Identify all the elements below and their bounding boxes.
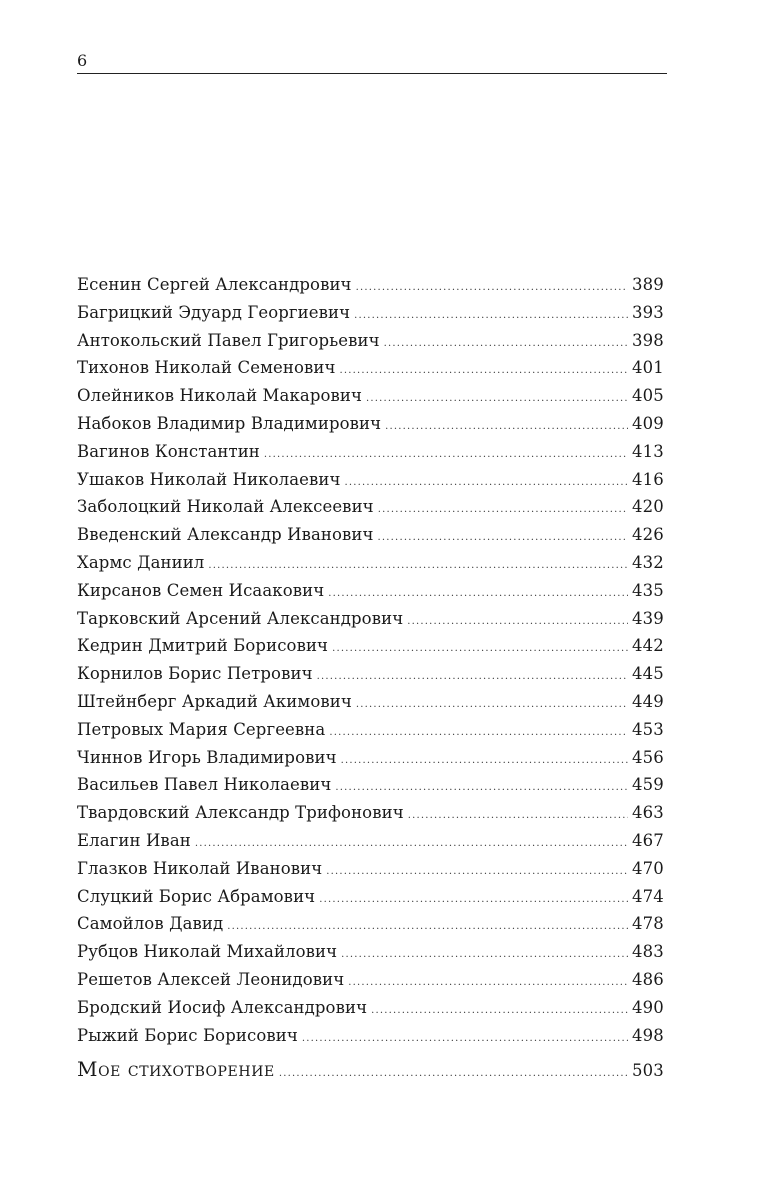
dot-leader [340,365,628,376]
toc-entry-name: Петровых Мария Сергеевна [77,719,326,739]
dot-leader [356,282,628,293]
dot-leader [366,393,628,404]
toc-entry-name: Слуцкий Борис Абрамович [77,886,316,906]
toc-entry-page: 453 [632,719,664,739]
dot-leader [195,838,628,849]
toc-entry[interactable] [77,358,662,386]
header-rule [77,73,667,74]
toc-entry-name: Кедрин Дмитрий Борисович [77,636,329,656]
toc-entry-page: 483 [632,942,664,962]
toc-entry-page: 420 [632,497,664,517]
toc-entry-name: Тихонов Николай Семенович [77,358,336,378]
toc-entry-name: Набоков Владимир Владимирович [77,413,382,433]
toc-entry-page: 426 [632,525,664,545]
toc-entry[interactable] [77,720,662,748]
dot-leader [227,921,628,932]
toc-entry[interactable] [77,636,662,664]
toc-entry-page: 470 [632,858,664,878]
dot-leader [279,1068,628,1079]
page-number: 6 [77,51,88,70]
toc-entry[interactable] [77,581,662,609]
dot-leader [317,671,628,682]
dot-leader [332,643,628,654]
dot-leader [208,560,628,571]
toc-entry-name: Самойлов Давид [77,914,224,934]
dot-leader [328,588,628,599]
table-of-contents [77,275,662,1085]
toc-entry-page: 442 [632,636,664,656]
toc-entry-page: 463 [632,803,664,823]
toc-entry-name: Кирсанов Семен Исаакович [77,580,325,600]
toc-entry[interactable] [77,831,662,859]
toc-entry[interactable] [77,664,662,692]
toc-entry-name: Глазков Николай Иванович [77,858,323,878]
toc-entry-page: 467 [632,830,664,850]
toc-entry-name: Багрицкий Эдуард Георгиевич [77,302,351,322]
toc-entry[interactable] [77,1026,662,1054]
toc-entry-name: Хармс Даниил [77,552,205,572]
toc-entry-name: Введенский Александр Иванович [77,525,374,545]
toc-entry[interactable] [77,386,662,414]
dot-leader [378,504,628,515]
toc-entry-page: 405 [632,386,664,406]
toc-entry-page: 478 [632,914,664,934]
dot-leader [378,532,628,543]
toc-entry[interactable] [77,442,662,470]
dot-leader [345,477,629,488]
toc-entry-page: 413 [632,441,664,461]
toc-entry[interactable] [77,553,662,581]
toc-entry[interactable] [77,887,662,915]
toc-entry[interactable] [77,914,662,942]
toc-entry-page: 401 [632,358,664,378]
toc-entry[interactable] [77,775,662,803]
dot-leader [354,310,628,321]
dot-leader [319,894,628,905]
toc-entry-page: 416 [632,469,664,489]
dot-leader [326,866,628,877]
toc-entry[interactable] [77,497,662,525]
dot-leader [385,421,628,432]
toc-entry-name: Ушаков Николай Николаевич [77,469,341,489]
toc-entry-page: 498 [632,1025,664,1045]
dot-leader [341,949,628,960]
toc-entry[interactable] [77,998,662,1026]
toc-entry[interactable] [77,303,662,331]
toc-entry[interactable] [77,525,662,553]
toc-entry[interactable] [77,748,662,776]
dot-leader [384,338,628,349]
toc-entry[interactable] [77,609,662,637]
toc-entry-name: Рыжий Борис Борисович [77,1025,298,1045]
toc-entry[interactable] [77,414,662,442]
toc-entry-page: 459 [632,775,664,795]
toc-entry-name: Бродский Иосиф Александрович [77,997,368,1017]
dot-leader [356,699,628,710]
toc-entry[interactable] [77,275,662,303]
toc-entry-name: Штейнберг Аркадий Акимович [77,691,352,711]
dot-leader [348,977,628,988]
toc-entry-name: Олейников Николай Макарович [77,386,363,406]
dot-leader [264,449,628,460]
toc-entry-page: 398 [632,330,664,350]
toc-entry-page: 445 [632,664,664,684]
toc-section-name: Мое стихотворение [77,1057,275,1082]
toc-entry-name: Твардовский Александр Трифонович [77,803,404,823]
toc-entry-name: Васильев Павел Николаевич [77,775,332,795]
toc-entry-page: 389 [632,275,664,294]
dot-leader [407,616,628,627]
dot-leader [408,810,628,821]
toc-entry-name: Есенин Сергей Александрович [77,275,352,294]
toc-section-entry[interactable] [77,1057,662,1085]
toc-entry-page: 432 [632,552,664,572]
toc-entry-name: Вагинов Константин [77,441,260,461]
toc-entry[interactable] [77,331,662,359]
dot-leader [371,1005,628,1016]
toc-entry-name: Антокольский Павел Григорьевич [77,330,380,350]
dot-leader [329,727,628,738]
toc-entry[interactable] [77,692,662,720]
toc-entry-name: Тарковский Арсений Александрович [77,608,404,628]
toc-entry-page: 393 [632,302,664,322]
dot-leader [341,755,628,766]
toc-entry-name: Елагин Иван [77,830,191,850]
toc-entry[interactable] [77,970,662,998]
toc-entry-name: Заболоцкий Николай Алексеевич [77,497,374,517]
toc-entry-page: 474 [632,886,664,906]
toc-entry[interactable] [77,470,662,498]
toc-entry-page: 456 [632,747,664,767]
toc-entry[interactable] [77,859,662,887]
toc-entry-name: Решетов Алексей Леонидович [77,969,345,989]
toc-entry-page: 449 [632,691,664,711]
toc-entry-page: 439 [632,608,664,628]
toc-entry[interactable] [77,942,662,970]
toc-entry-name: Корнилов Борис Петрович [77,664,313,684]
toc-section-page: 503 [632,1061,664,1081]
toc-entry-page: 490 [632,997,664,1017]
toc-entry-page: 435 [632,580,664,600]
toc-entry-page: 409 [632,413,664,433]
toc-entry-page: 486 [632,969,664,989]
dot-leader [302,1033,628,1044]
toc-entry-name: Чиннов Игорь Владимирович [77,747,337,767]
toc-entry[interactable] [77,803,662,831]
toc-entry-name: Рубцов Николай Михайлович [77,942,338,962]
dot-leader [335,782,628,793]
